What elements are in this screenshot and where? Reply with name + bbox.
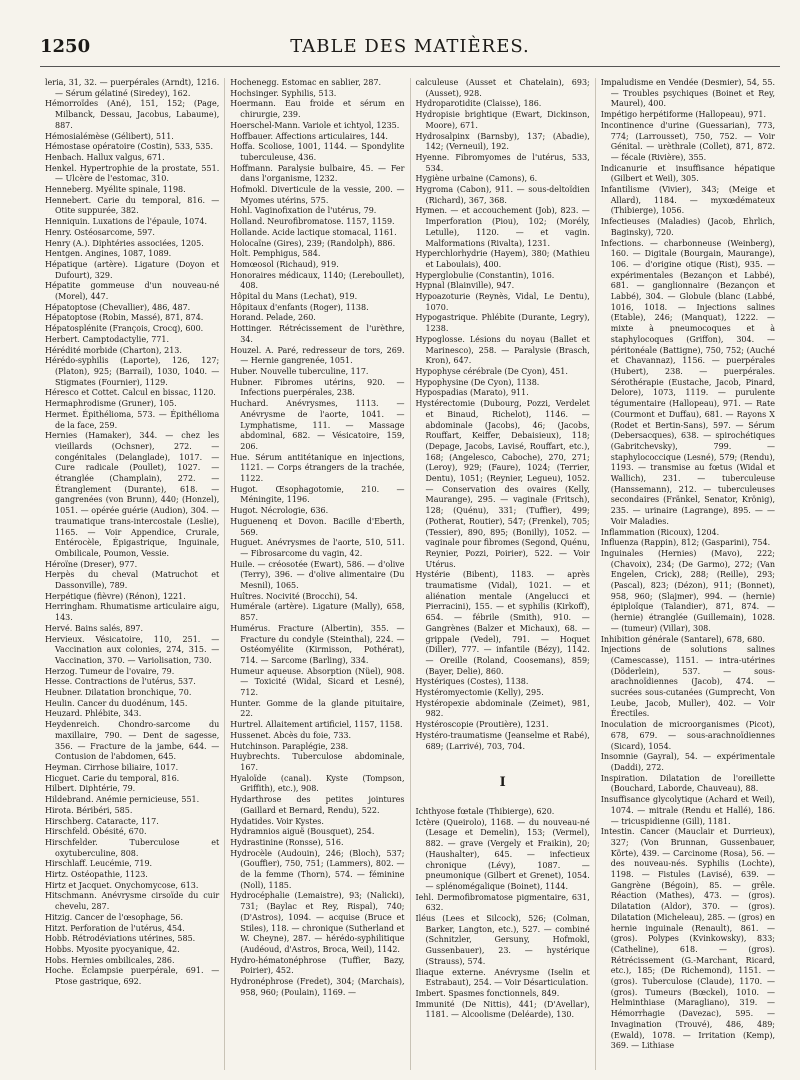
index-entry: Hydatides. Voir Kystes. (230, 816, 324, 826)
index-entry: Hoerschel-Mann. Variole et ichtyol, 1235. (230, 120, 400, 130)
index-entry: Hicguet. Carie du temporal, 816. (45, 773, 180, 783)
index-entry: Héroïne (Dreser), 977. (45, 559, 138, 569)
index-entry: Hernies (Hamaker), 344. — chez les vieillards (Ochsner), 272. — congénitales (Delanglade), 1017. — Cure radicale (Poullet), 1027. — étranglée (Champlain), 272. — Étranglement (Durante), 618. — gangrenées (von Brunn), 440; (Honzel), 1051. — opérée guérie (Audion), 304. — traumatique trans-intercostale (Leslie), 1165. — Voir Appendice, Crurale, Entérocèle, Épigastrique, Inguinale, Ombilicale, Poumon, Vessie. (45, 431, 220, 558)
index-entry: Hydrastinine (Ronsse), 516. (230, 837, 344, 847)
index-entry: Humeur aqueuse. Absorption (Nüel), 908. — Toxicité (Widal, Sicard et Lesné), 712. (230, 666, 405, 698)
index-entry: Hypoglosse. Lésions du noyau (Ballet et Marinesco), 258. — Paralysie (Brasch, Kron), 647. (415, 334, 590, 366)
page-header (40, 36, 780, 64)
index-entry: Hervé. Bains salés, 897. (45, 623, 144, 633)
index-entry: Henniquin. Luxations de l'épaule, 1074. (45, 217, 207, 227)
index-entry: Herzog. Tumeur de l'ovaire, 79. (45, 666, 175, 676)
index-entry: Henry. Ostéosarcome, 597. (45, 227, 155, 237)
index-entry: Hirschlaff. Leucémie, 719. (45, 859, 153, 869)
index-entry: Hépatosplénite (François, Crocq), 600. (45, 324, 204, 334)
index-entry: Infectieuses (Maladies) (Jacob, Ehrlich, Baginsky), 720. (600, 217, 775, 237)
index-entry: Hystérie (Bibent), 1183. — après traumatisme (Vidal), 1021. — et aliénation mentale (Angelucci et Pierracini), 155. — et syphilis (Kirkoff), 654. — fébrile (Smith), 910. — Gangrènes (Balzer et Michaux), 68. — grippale (Vedel), 791. — Hoquet (Diller), 777. — infantile (Bézy), 1142. — Oreille (Roland, Coosemans), 859; (Bayer, Delie), 860. (415, 570, 590, 676)
index-entry: Hussenet. Abcès du foie, 733. (230, 730, 352, 740)
index-entry: Infantilisme (Vivier), 343; (Meige et Allard), 1184. — myxœdémateux (Thibierge), 1056. (600, 185, 775, 216)
index-entry: Hypoazoturie (Reynès, Vidal, Le Dentu), 1070. (415, 292, 590, 312)
index-entry: Hugot. Œsophagotomie, 210. — Méningite, 1196. (230, 484, 405, 505)
index-entry: Inflammation (Ricoux), 1204. (600, 527, 720, 537)
index-entry: Hydroparotidite (Claisse), 186. (415, 99, 542, 109)
index-entry: Hypnal (Blainville), 947. (415, 281, 515, 291)
index-entry: Huber. Nouvelle tuberculine, 117. (230, 366, 369, 376)
index-entry: leria, 31, 32. — puerpérales (Arndt), 1216. — Sérum gélatiné (Siredey), 162. (45, 78, 220, 98)
index-entry: Hoffmann. Paralysie bulbaire, 45. — Fer dans l'organisme, 1232. (230, 163, 405, 184)
index-entry: Inspiration. Dilatation de l'oreillette (Bouchard, Laborde, Chauveau), 88. (600, 773, 775, 794)
index-entry: Hirschberg. Cataracte, 117. (45, 816, 159, 826)
index-entry: Hubner. Fibromes utérins, 920. — Infections puerpérales, 238. (230, 377, 405, 398)
index-entry: Hottinger. Rétrécissement de l'urèthre, 34. (230, 324, 405, 344)
index-entry: Hochenegg. Estomac en sablier, 287. (230, 78, 382, 87)
index-entry: Hystéropexie abdominale (Zeimet), 981, 982. (415, 698, 590, 719)
header-rule (40, 66, 780, 67)
index-entry: Henkel. Hypertrophie de la prostate, 551. — Ulcère de l'estomac, 310. (45, 163, 220, 184)
index-column-4 (595, 78, 780, 1070)
index-columns (40, 78, 780, 1070)
index-entry: Homœosol (Richaud), 919. (230, 259, 339, 269)
index-entry: Hystérectomie (Dubourg, Pozzi, Verdelet et Binaud, Richelot), 1146. — abdominale (Jacobs), 46; (Jacobs, Rouffart, Keiffer, Debaisieux), 118; (Depage, Jacobs, Lavisé, Rouffart, etc.), 168; (Angelesco, Caboche), 270, 271; (Leroy), 929; (Faure), 1024; (Terrier, Dentu), 1051; (Reynier, Legueu), 1052. — Conservation des ovaires (Kelly, Maurange), 295. — vaginale (Fritsch), 128; (Quénu), 331; (Tuffier), 499; (Potherat, Routier), 547; (Frenkel), 705; (Tessier), 890, 895; (Bonilly), 1052. — vaginale pour fibromes (Segond, Quénu, Reynier, Pozzi, Poirier), 522. — Voir Utérus. (415, 399, 590, 569)
index-entry: Hémostase opératoire (Costin), 533, 535. (45, 142, 214, 152)
index-entry: Immunité (De Nittis), 441; (D'Avellar), 1181. — Alcoolisme (Deléarde), 130. (415, 999, 590, 1020)
index-entry: Hypophyse cérébrale (De Cyon), 451. (415, 366, 568, 376)
index-entry: Hitzt. Perforation de l'utérus, 454. (45, 923, 185, 933)
index-entry: Impétigo herpétiforme (Hallopeau), 971. (600, 110, 767, 120)
index-entry: Holocaïne (Gires), 239; (Randolph), 886. (230, 238, 396, 248)
index-entry: Hutchinson. Paraplégie, 238. (230, 741, 349, 751)
index-entry: Hydropisie brightique (Ewart, Dickinson, Moore), 671. (415, 110, 590, 130)
index-entry: Hépatoptose (Chevallier), 486, 487. (45, 302, 191, 312)
index-entry: Heubner. Dilatation bronchique, 70. (45, 688, 192, 698)
index-entry: Hydronéphrose (Fredet), 304; (Marchais), 958, 960; (Poulain), 1169. — (230, 977, 405, 997)
index-entry: Holland. Neurofibromatose. 1157, 1159. (230, 217, 395, 227)
index-entry: Huguenenq et Dovon. Bacille d'Eberth, 569. (230, 516, 405, 537)
index-entry: Henbach. Hallux valgus, 671. (45, 152, 165, 162)
index-entry: Hygiène urbaine (Camons), 6. (415, 174, 538, 184)
index-entry: Houzel. A. Paré, redresseur de tors, 269. — Hernie gangrenée, 1051. (230, 345, 405, 366)
index-column-2 (224, 78, 409, 1070)
index-entry: Hydramnios aiguë (Bousquet), 254. (230, 827, 375, 837)
index-entry: Imbert. Spasmes fonctionnels, 849. (415, 988, 560, 998)
index-entry: Iehl. Dermofibromatose pigmentaire, 631, 632. (415, 892, 590, 913)
index-entry: Infections. — charbonneuse (Weinberg), 160. — Digitale (Bourgain, Maurange), 106. — d'origine otique (Rist), 935. — expérimentales (Bezançon et Labbé), 681. — ganglionnaire (Bezançon et Labbé), 304. — Globule (blanc (Labbé, 1016, 1018. — Injections salines (Etable), 246; (Manquat), 1222. — mixte à pneumocoques et à staphylocoques (Griffon), 304. — péritonéale (Battigne), 750, 752; (Auché et Chavannaz), 1156. — puerpérales (Hubert), 238. — puerpérales. Sérothérapie (Eustache, Jacob, Pinard, Delore), 1073, 1119. — purulente tégumentaire (Hallopeau), 971. — Rate (Courmont et Duffau), 681. — Rayons X (Rodet et Bertin-Sans), 597. — Sérum (Debersacques), 638. — spirochétiques (Gabritchevsky), 799. — staphylococcique (Lesné), 579; (Rendu), 1193. — transmise au fœtus (Widal et Wallich), 231. — tuberculeuse (Hanssemann), 212. — tuberculeuses secondaires (Fränkel, Senator, Krönig), 235. — urinaire (Lagrange), 895. — — Voir Maladies. (600, 238, 775, 526)
index-entry: Hesse. Contractions de l'utérus, 537. (45, 677, 196, 687)
index-entry: Iléus (Lees et Silcock), 526; (Colman, Barker, Langton, etc.), 527. — combiné (Schnitzler, Gersuny, Hofmokl, Gussenbauer), 23. — hystérique (Strauss), 574. (415, 914, 590, 966)
index-entry: Hémorroïdes (Ané), 151, 152; (Page, Milbanck, Dessau, Jacobus, Labaume), 887. (45, 99, 220, 130)
index-entry: Hépatoptose (Robin, Massé), 871, 874. (45, 313, 204, 323)
index-entry: Heydenreich. Chondro-sarcome du maxillaire, 790. — Dent de sagesse, 356. — Fracture de la jambe, 644. — Contusion de l'abdomen, 645. (45, 720, 220, 762)
index-entry: Hémosialémèse (Gélibert), 511. (45, 131, 174, 141)
index-entry: Hôpital du Mans (Lechat), 919. (230, 292, 358, 302)
index-column-1 (40, 78, 224, 1070)
index-entry: Hohl. Vaginofixation de l'utérus, 79. (230, 206, 377, 216)
index-entry: Hurtrel. Allaitement artificiel, 1157, 1158. (230, 720, 403, 730)
index-entry: Hirschfelder. Tuberculose et oxytuberculine, 808. (45, 837, 220, 858)
index-entry: Injections de solutions salines (Camescasse), 1151. — intra-utérines (Döderlein), 537. — sous-arachnoïdiennes (Jacob), 474. — sucrées sous-cutanées (Gumprecht, Von Leube, Jacob, Muller), 402. — Voir Érectiles. (600, 645, 775, 719)
index-entry: Hypospadias (Marato), 911. (415, 388, 529, 398)
index-entry: Ichthyose fœtale (Thibierge), 620. (415, 807, 555, 816)
index-column-3 (410, 78, 595, 1070)
index-entry: Henry (A.). Diphtéries associées, 1205. (45, 238, 204, 248)
index-entry: Huîtres. Nocivité (Brocchi), 54. (230, 591, 358, 601)
index-entry: Hyperchlorhydrie (Hayem), 380; (Mathieu et Laboulais), 400. (415, 249, 590, 269)
index-entry: Huguet. Anévrysmes de l'aorte, 510, 511. — Fibrosarcome du vagin, 42. (230, 538, 405, 558)
index-entry: Heuzard. Phlébite, 343. (45, 709, 142, 719)
index-entry: Insomnie (Gayral), 54. — expérimentale (Daddi), 272. (600, 752, 775, 772)
index-entry: Hoche. Éclampsie puerpérale, 691. — Ptose gastrique, 692. (45, 966, 220, 987)
index-entry: Herringham. Rhumatisme articulaire aigu, 143. (45, 602, 220, 623)
index-entry: Hoermann. Eau froide et sérum en chirurgie, 239. (230, 99, 405, 120)
index-entry: Horand. Pelade, 260. (230, 313, 316, 323)
index-entry: Insuffisance glycolytique (Achard et Weil), 1074. — mitrale (Rendu et Hallé), 186. — tricuspidienne (Gill), 1181. (600, 795, 775, 826)
index-entry: calculeuse (Ausset et Chatelain), 693; (Ausset), 928. (415, 78, 590, 98)
index-entry: Iliaque externe. Anévrysme (Iselin et Estrabaut), 254. — Voir Désarticulation. (415, 967, 590, 988)
index-entry: Hue. Sérum antitétanique en injections, 1121. — Corps étrangers de la trachée, 1122. (230, 452, 405, 484)
index-entry: Hoffa. Scoliose, 1001, 1144. — Spondylite tuberculeuse, 436. (230, 142, 405, 162)
index-entry: Hyenne. Fibromyomes de l'utérus, 533, 534. (415, 152, 590, 173)
index-entry: Hérédo-syphilis (Laporte), 126, 127; (Platon), 925; (Barrail), 1030, 1040. — Stigmates (Fournier), 1129. (45, 356, 220, 387)
index-entry: Hermaphrodisme (Gruner), 105. (45, 399, 177, 409)
index-entry: Influenza (Rappin), 812; (Gasparini), 754. (600, 538, 771, 548)
index-entry: Héresco et Cottet. Calcul en bissac, 1120. (45, 388, 216, 398)
section-letter: I (499, 775, 506, 791)
index-entry: Hymen. — et accouchement (Job), 823. — Imperforation (Piou), 102; (Morély, Letulle), 1120. — et vagin. Malformations (Rivalta), 1231. (415, 206, 590, 248)
index-entry: Hystéroscopie (Proutière), 1231. (415, 720, 549, 730)
index-entry: Hobbs. Myosite pyocyanique, 42. (45, 944, 180, 954)
index-entry: Ictère (Queirolo), 1168. — du nouveau-né (Lesage et Demelin), 153; (Vermel), 882. — grave (Vergely et Fraikin), 20; (Haushalter), 645. — infectieux chronique (Lévy), 1087. — pneumonique (Gilbert et Grenet), 1054. — splénomégalique (Boinet), 1144. (415, 817, 590, 891)
index-entry: Hollande. Acide lactique stomacal, 1161. (230, 227, 397, 237)
index-entry: Heyman. Cirrhose biliaire, 1017. (45, 763, 179, 772)
index-entry: Humérale (artère). Ligature (Mally), 658, 857. (230, 602, 405, 623)
index-entry: Hugot. Nécrologie, 636. (230, 506, 329, 516)
page-number: 1250 (40, 36, 91, 57)
index-entry: Heulin. Cancer du duodénum, 145. (45, 698, 188, 708)
index-entry: Huybrechts. Tuberculose abdominale, 167. (230, 752, 405, 772)
index-entry: Henneberg. Myélite spinale, 1198. (45, 185, 186, 195)
index-entry: Honoraires médicaux, 1140; (Lereboullet), 408. (230, 270, 405, 291)
index-entry: Herbert. Camptodactylie, 771. (45, 334, 169, 344)
index-entry: Hobb. Rétrodéviations utérines, 585. (45, 934, 196, 944)
index-entry: Impaludisme en Vendée (Desmier), 54, 55. — Troubles psychiques (Boinet et Rey, Maurel), 400. (600, 78, 775, 109)
index-entry: Hermet. Épithélioma, 573. — Épithélioma de la face, 259. (45, 409, 220, 430)
index-entry: Hoffbauer. Affections articulaires, 144. (230, 131, 388, 141)
index-entry: Hépatite gommeuse d'un nouveau-né (Morel), 447. (45, 281, 220, 302)
index-entry: Hilbert. Diphtérie, 79. (45, 784, 136, 794)
index-entry: Hydrosalpinx (Barnsby), 137; (Abadie), 142; (Verneuil), 192. (415, 131, 590, 152)
index-entry: Huile. — créosotée (Ewart), 586. — d'olive (Terry), 396. — d'olive alimentaire (Du Mesnil), 1065. (230, 559, 405, 591)
index-entry: Hérédité morbide (Charton), 213. (45, 345, 182, 355)
index-entry: Inhibition générale (Santarel), 678, 680. (600, 634, 765, 644)
index-entry: Intestin. Cancer (Mauclair et Durrieux), 327; (Von Brunnan, Gussenbauer, Körte), 439. — Carcinome (Rosa), 56. — des nouveau-nés. Syphilis (Lochte), 1198. — Fistules (Lavisé), 639. — Gangrène (Bégoin), 85. — grêle. Réaction (Mathes), 473. — (gros). Dilatation (Aldor), 370. — (gros). Dilatation (Micheleau), 285. — (gros) en hernie inguinale (Renault), 861. — (gros). Polypes (Kvinkowsky), 833; (Catheline), 618. — (gros). Rétrécissement (G.-Marchant, Ricard, etc.), 185; (De Richemond), 1151. — (gros). Tuberculose (Claude), 1170. — (gros). Tumeurs (Bœckel), 1010. — Helminthiase (Maragliano), 319. — Hémorrhagie (Davezac), 595. — Invagination (Trouvé), 486, 489; (Ewald), 1078. — Irritation (Kemp), 369. — Lithiase (600, 827, 775, 1051)
index-entry: Herpès du cheval (Matruchot et Dassonville), 789. (45, 570, 220, 591)
index-entry: Holt. Pemphigus, 584. (230, 249, 321, 259)
index-entry: Hystéromyectomie (Kelly), 295. (415, 688, 544, 698)
index-entry: Hydrocéphalie (Lemaistre), 93; (Nalicki), 731; (Baylac et Rey, Rispal), 740; (D'Astros), 1094. — acquise (Bruce et Stiles), 118. — chronique (Sutherland et W. Cheyne), 287. — hérédo-syphilitique (Audéoud, d'Astros, Broca, Weil), 1142. (230, 891, 405, 954)
index-entry: Hitzig. Cancer de l'œsophage, 56. (45, 912, 184, 922)
index-entry: Huchard. Anévrysmes, 1113. — Anévrysme de l'aorte, 1041. — Lymphatisme, 111. — Massage abdominal, 682. — Vésicatoire, 159, 206. (230, 399, 405, 451)
index-entry: Hépatique (artère). Ligature (Doyon et Dufourt), 329. (45, 259, 220, 280)
index-entry: Hirtz et Jacquet. Onychomycose, 613. (45, 880, 199, 890)
index-entry: Inguinales (Hernies) (Mavo), 222; (Chavoix), 234; (De Garmo), 272; (Van Engelen, Crick), 288; (Reille), 293; (Pascal), 823; (Dézon), 911; (Bonnet), 958, 960; (Slajmer), 994. — (hernie) épiploïque (Talandier), 871, 874. — (hernie) étranglée (Guillemain), 1028. — (tumeur) (Villar), 308. (600, 548, 775, 633)
index-entry: Indicanurie et insuffisance hépatique (Gilbert et Weil), 305. (600, 163, 775, 184)
index-entry: Hirota. Béribéri, 585. (45, 805, 133, 815)
index-entry: Hirtz. Ostéopathie, 1123. (45, 870, 148, 880)
index-entry: Hildebrand. Anémie pernicieuse, 551. (45, 795, 200, 805)
index-entry: Hydrocèle (Audouin), 246; (Bloch), 537; (Gouffier), 750, 751; (Lammers), 802. — de la femme (Thorn), 574. — féminine (Noll), 1185. (230, 848, 405, 890)
index-entry: Hentgen. Angines, 1087, 1089. (45, 249, 172, 259)
page-title: TABLE DES MATIÈRES. (290, 36, 530, 57)
index-entry: Hofmokl. Diverticule de la vessie, 200. — Myomes utérins, 575. (230, 185, 405, 205)
index-entry: Inoculation de microorganismes (Picot), 678, 679. — sous-arachnoïdiennes (Sicard), 1054. (600, 720, 775, 751)
index-entry: Hystériques (Costes), 1138. (415, 677, 529, 687)
index-entry: Hobs. Hernies ombilicales, 286. (45, 955, 175, 965)
index-entry: Hochsinger. Syphilis, 513. (230, 88, 337, 98)
index-entry: Hypogastrique. Phlébite (Durante, Legry), 1238. (415, 313, 590, 334)
index-entry: Hirschfeld. Obésité, 670. (45, 827, 147, 837)
index-entry: Hystéro-traumatisme (Jeanselme et Rabé), 689; (Larrivé), 703, 704. (415, 730, 590, 751)
index-entry: Hypophysine (De Cyon), 1138. (415, 377, 540, 387)
index-entry: Hygroma (Cabon), 911. — sous-deltoïdien (Richard), 367, 368. (415, 185, 590, 205)
index-entry: Herpétique (fièvre) (Rénon), 1221. (45, 591, 186, 601)
index-entry: Hôpitaux d'enfants (Roger), 1138. (230, 302, 369, 312)
index-entry: Hunter. Gomme de la glande pituitaire, 22. (230, 698, 405, 719)
index-entry: Hyperglobulie (Constantin), 1016. (415, 270, 555, 280)
index-entry: Hydarthrose des petites jointures (Gaillard et Bernard, Rendu), 522. (230, 795, 405, 815)
index-entry: Hennebert. Carie du temporal, 816. — Otite suppurée, 382. (45, 195, 220, 216)
index-entry: Hyaloïde (canal). Kyste (Tompson, Griffith), etc.), 908. (230, 773, 405, 794)
index-entry: Hervieux. Vésicatoire, 110, 251. — Vaccination aux colonies, 274, 315. — Vaccination, 370. — Variolisation, 730. (45, 634, 220, 665)
index-entry: Humérus. Fracture (Albertin), 355. — Fracture du condyle (Steinthal), 224. — Ostéomyélite (Kirmisson, Pothérat), 714. — Sarcome (Barling), 334. (230, 623, 405, 665)
index-entry: Hydro-hématonéphrose (Tuffier, Bazy, Poirier), 452. (230, 955, 405, 976)
index-entry: Incontinence d'urine (Guessarian), 773, 774; (Larrousset), 750, 752. — Voir Génital. — urèthrale (Collet), 871, 872. — fécale (Rivière), 355. (600, 120, 775, 162)
index-entry: Hitschmann. Anévrysme cirsoïde du cuir chevelu, 287. (45, 891, 220, 912)
